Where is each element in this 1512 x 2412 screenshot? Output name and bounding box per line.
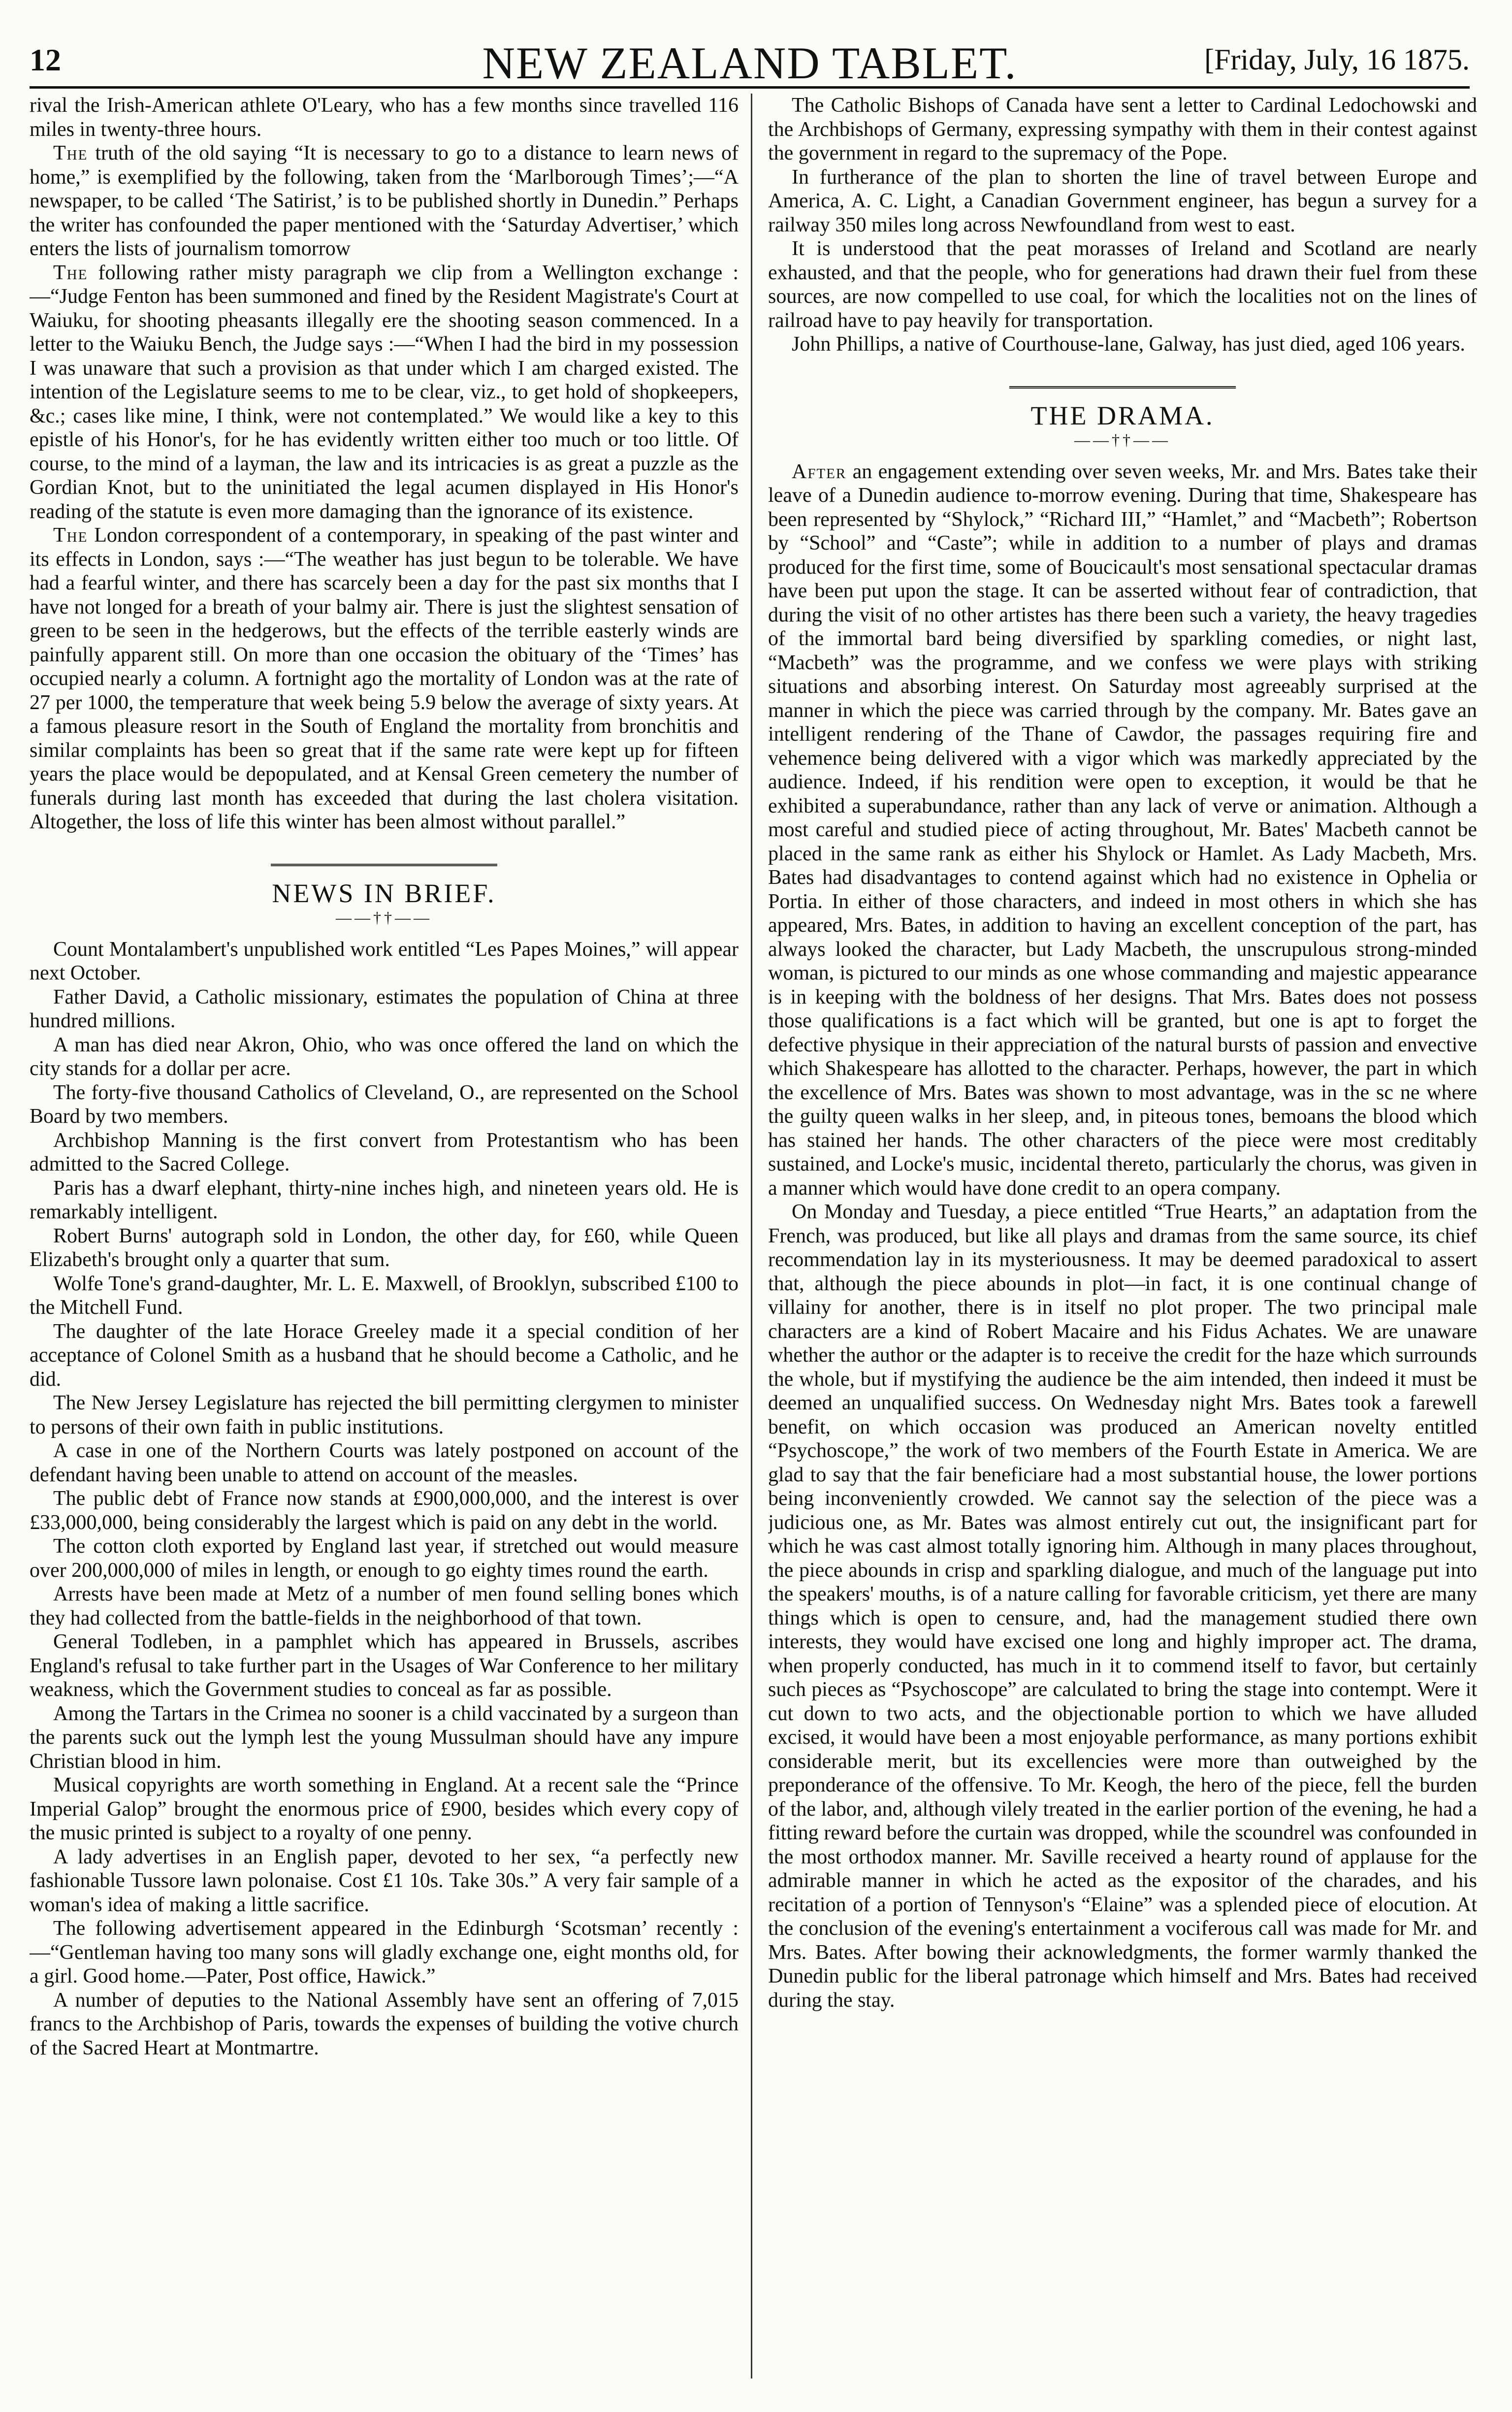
paragraph-judge-fenton [30,261,739,524]
issue-date: [Friday, July, 16 1875. [1204,43,1470,76]
news-item: The New Jersey Legislature has rejected the bill permitting clergymen to minister to persons of their own faith in public institutions. [30,1392,739,1438]
paragraph-continued: rival the Irish-American athlete O'Leary, who has a few months since travelled 116 miles in twenty-three hours. [30,94,739,141]
news-in-brief-heading: NEWS IN BRIEF. [272,878,496,908]
page-number: 12 [30,42,61,77]
paper-title: NEW ZEALAND TABLET. [482,38,1017,88]
lead-word: The [53,261,88,284]
news-item: Among the Tartars in the Crimea no sooner is a child vaccinated by a surgeon than the parents suck out the lymph lest the young Mussulman should have any impure Christian blood in him. [30,1702,739,1773]
drama-paragraph [768,460,1477,1201]
news-item: Father David, a Catholic missionary, estimates the population of China at three hundred millions. [30,985,739,1033]
news-item: A lady advertises in an English paper, devoted to her sex, “a perfectly new fashionable Tussore lawn polonaise. Cost £1 10s. Take 30s.” A very fair sample of a woman's idea of making a little sacrifice. [30,1845,739,1916]
news-item: Arrests have been made at Metz of a number of men found selling bones which they had collected from the battle-fields in the neighborhood of that town. [30,1583,739,1630]
news-item: The following advertisement appeared in the Edinburgh ‘Scotsman’ recently :—“Gentleman having too many sons will gladly exchange one, eight months old, for a girl. Good home.—Pater, Post office, Hawick.” [30,1917,739,1988]
section-rule [271,864,497,866]
lead-word: The [53,142,88,164]
news-item: Wolfe Tone's grand-daughter, Mr. L. E. Maxwell, of Brooklyn, subscribed £100 to the Mitchell Fund. [30,1272,739,1319]
paragraph-satirist [30,141,739,261]
paragraph-text: truth of the old saying “It is necessary to go to a distance to learn news of home,” is exemplified by the following, taken from the ‘Marlborough Times’;—“A newspaper, to be called ‘The Satirist,’ is to be published shortly in Dunedin.” Perhaps the writer has confounded the paper mentioned with the ‘Saturday Advertiser,’ which enters the lists of journalism tomorrow [30,142,739,260]
ornament-rule: ——††—— [1074,430,1171,449]
news-item: Archbishop Manning is the first convert from Protestantism who has been admitted to the Sacred College. [30,1129,739,1176]
news-item: A number of deputies to the National Assembly have sent an offering of 7,015 francs to the Archbishop of Paris, towards the expenses of building the votive church of the Sacred Heart at Montmartre. [30,1988,739,2059]
paragraph-text: following rather misty paragraph we clip from a Wellington exchange :—“Judge Fenton has been summoned and fined by the Resident Magistrate's Court at Waiuku, for shooting pheasants illegally ere the shooting season commenced. In a letter to the Waiuku Bench, the Judge says :—“When I had the bird in my possession I was unaware that such a provision as that under which I am charged existed. The intention of the Legislature seems to me to be clear, viz., to get hold of shopkeepers, &c.; cases like mine, I think, were not contemplated.” We would like a key to this epistle of his Honor's, for he has evidently written either too much or too little. Of course, to the mind of a layman, the law and its intricacies is as great a puzzle as the Gordian Knot, but to the uninitiated the legal acumen displayed in His Honor's reading of the statute is even more damaging than the ignorance of its existence. [30,261,739,523]
news-item: A man has died near Akron, Ohio, who was once offered the land on which the city stands for a dollar per acre. [30,1033,739,1080]
news-item: The Catholic Bishops of Canada have sent a letter to Cardinal Ledochowski and the Archbishops of Germany, expressing sympathy with them in their contest against the government in regard to the supremacy of the Pope. [768,94,1477,164]
news-item: The forty-five thousand Catholics of Cleveland, O., are represented on the School Board by two members. [30,1081,739,1128]
masthead [30,27,1470,89]
news-item: General Todleben, in a pamphlet which has appeared in Brussels, ascribes England's refusal to take further part in the Usages of War Conference to her military weakness, which the Government studies to conceal as far as possible. [30,1630,739,1701]
ornament-rule: ——††—— [336,908,432,926]
column-divider [751,94,752,2379]
left-column [30,94,739,2388]
news-item: It is understood that the peat morasses of Ireland and Scotland are nearly exhausted, and that the people, who for generations had drawn their fuel from these sources, are now compelled to use coal, for which the localities not on the lines of railroad have to pay heavily for transportation. [768,237,1477,332]
lead-word: After [792,460,847,483]
news-item: The public debt of France now stands at £900,000,000, and the interest is over £33,000,000, being considerably the largest which is paid on any debt in the world. [30,1487,739,1534]
news-item: In furtherance of the plan to shorten the line of travel between Europe and America, A. C. Light, a Canadian Government engineer, has begun a survey for a railway 350 miles long across Newfoundland from west to east. [768,165,1477,236]
paragraph-text: London correspondent of a contemporary, in speaking of the past winter and its effects in London, says :—“The weather has just begun to be tolerable. We have had a fearful winter, and there has scarcely been a day for the past six months that I have not longed for a breath of your balmy air. There is just the slightest sensation of green to be seen in the hedgerows, but the effects of the terrible easterly winds are painfully apparent still. On more than one occasion the obituary of the ‘Times’ has occupied nearly a column. A fortnight ago the mortality of London was at the rate of 27 per 1000, the temperature that week being 5.9 below the average of sixty years. At a famous pleasure resort in the South of England the mortality from bronchitis and similar complaints has been so great that if the same rate were kept up for fifteen years the place would be depopulated, and at Kensal Green cemetery the number of funerals during last month has exceeded that during the last cholera visitation. Altogether, the loss of life this winter has been almost without parallel.” [30,524,739,833]
drama-heading: THE DRAMA. [1030,400,1215,430]
section-rule [1009,386,1236,389]
news-item: A case in one of the Northern Courts was lately postponed on account of the defendant having been unable to attend on account of the measles. [30,1439,739,1486]
drama-paragraph: On Monday and Tuesday, a piece entitled “True Hearts,” an adaptation from the French, was produced, but like all plays and dramas from the same source, its chief recommendation lay in its mysteriousness. It may be deemed paradoxical to assert that, although the piece abounds in plot—in fact, it is one continual change of villainy for another, there is in itself no plot proper. The two principal male characters are a kind of Robert Macaire and his Fidus Achates. We are unaware whether the author or the adapter is to receive the credit for the haze which surrounds the whole, but if mystifying the audience be the aim intended, then indeed it must be deemed an unqualified success. On Wednesday night Mrs. Bates took a farewell benefit, on which occasion was produced an American novelty entitled “Psychoscope,” the work of two members of the Fourth Estate in America. We are glad to say that the fair beneficiare had a most substantial house, the lower portions being inconveniently crowded. We cannot say the selection of the piece was a judicious one, as Mr. Bates was almost entirely cut out, the insignificant part for which he was cast almost totally ignoring him. Although in many places throughout, the piece abounds in crisp and sparkling dialogue, and much of the language put into the speakers' mouths, is of a nature calling for favorable criticism, yet there are many things which is open to censure, and, had the management studied there own interests, they would have excised one long and highly improper act. The drama, when properly conducted, has much in it to commend itself to favor, but certainly such pieces as “Psychoscope” are calculated to bring the stage into contempt. Were it cut down to two acts, and the objectionable portion to which we have alluded excised, it would have been a most enjoyable performance, as many portions exhibit considerable merit, but its excellencies were more than outweighed by the preponderance of the offensive. To Mr. Keogh, the hero of the piece, fell the burden of the labor, and, although vilely treated in the earlier portion of the evening, he had a fitting reward before the curtain was dropped, while the scoundrel was confounded in the most orthodox manner. Mr. Saville received a hearty round of applause for the admirable manner in which he acted as the expositor of the charades, and his recitation of a portion of Tennyson's “Elaine” was a splended piece of elocution. At the conclusion of the evening's entertainment a vociferous call was made for Mr. and Mrs. Bates. After bowing their acknowledgments, the former warmly thanked the Dunedin public for the liberal patronage which himself and Mrs. Bates had received during the stay. [768,1201,1477,2012]
news-item: Paris has a dwarf elephant, thirty-nine inches high, and nineteen years old. He is remarkably intelligent. [30,1176,739,1224]
news-item: Robert Burns' autograph sold in London, the other day, for £60, while Queen Elizabeth's brought only a quarter that sum. [30,1224,739,1271]
paragraph-text: an engagement extending over seven weeks, Mr. and Mrs. Bates take their leave of a Dunedin audience to-morrow evening. During that time, Shakespeare has been represented by “Shylock,” “Richard III,” “Hamlet,” and “Macbeth”; Robertson by “School” and “Caste”; while in addition to a number of plays and dramas produced for the first time, some of Boucicault's most sensational spectacular dramas have been put upon the stage. It can be asserted without fear of contradiction, that during the visit of no other artistes has there been such a variety, the heavy tragedies of the immortal bard being diversified by sparkling comedies, or night last, “Macbeth” was the programme, and we confess we were plays with striking situations and absorbing interest. On Saturday most agreeably surprised at the manner in which the piece was carried through by the company. Mr. Bates gave an intelligent rendering of the Thane of Cawdor, the passages requiring fire and vehemence being delivered with a vigor which was markedly appreciated by the audience. Indeed, if his rendition were open to exception, it would be that he exhibited a superabundance, rather than any lack of verve or animation. Although a most careful and studied piece of acting throughout, Mr. Bates' Macbeth cannot be placed in the same rank as either his Shylock or Hamlet. As Lady Macbeth, Mrs. Bates had disadvantages to contend against which had no existence in Ophelia or Portia. In either of those characters, and indeed in most others in which she has appeared, Mrs. Bates, in addition to having an excellent conception of the part, has always looked the character, but Lady Macbeth, the unscrupulous strong-minded woman, is pictured to our minds as one whose commanding and majestic appearance is in keeping with the boldness of her designs. That Mrs. Bates does not possess those qualifications is a fact which will be granted, but one is apt to forget the defective physique in their appreciation of the natural bursts of passion and envective which Shakespeare has allotted to the character. Perhaps, however, the part in which the excellence of Mrs. Bates was shown to most advantage, was in the sc ne where the guilty queen walks in her sleep, and, in piteous tones, bemoans the blood which has stained her hands. The other characters of the piece were most creditably sustained, and Locke's music, incidental thereto, particularly the chorus, was given in a manner which would have done credit to an opera company. [768,460,1477,1200]
paragraph-london-winter [30,523,739,834]
right-column [768,94,1477,2388]
news-item: Count Montalambert's unpublished work entitled “Les Papes Moines,” will appear next October. [30,938,739,985]
news-item: The cotton cloth exported by England last year, if stretched out would measure over 200,000,000 of miles in length, or enough to go eighty times round the earth. [30,1535,739,1582]
news-item: The daughter of the late Horace Greeley made it a special condition of her acceptance of Colonel Smith as a husband that he should become a Catholic, and he did. [30,1320,739,1391]
lead-word: The [53,524,88,547]
news-item: Musical copyrights are worth something in England. At a recent sale the “Prince Imperial Galop” brought the enormous price of £900, besides which every copy of the music printed is subject to a royalty of one penny. [30,1774,739,1845]
news-item: John Phillips, a native of Courthouse-lane, Galway, has just died, aged 106 years. [792,333,1465,356]
